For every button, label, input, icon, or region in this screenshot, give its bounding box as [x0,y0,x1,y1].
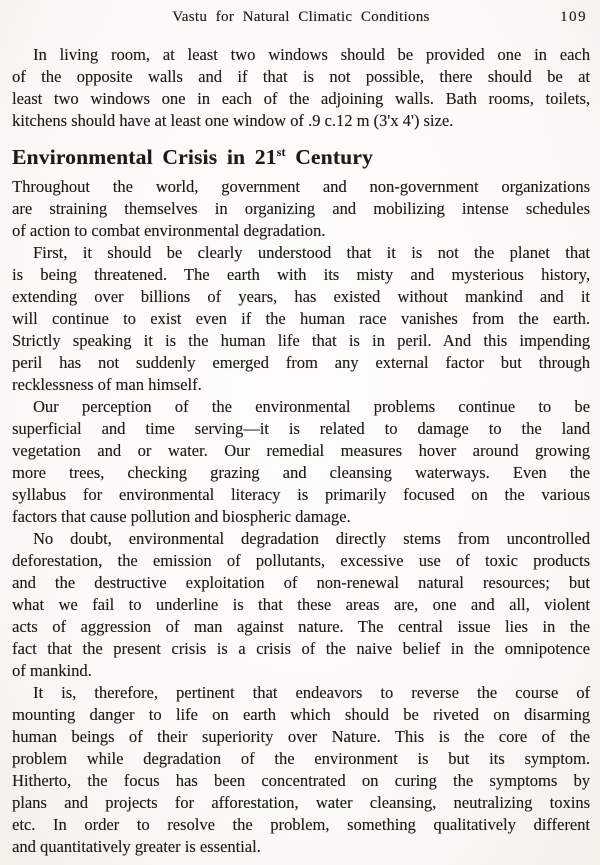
text-line: and the destructive exploitation of non-renewal natural resources; but [12,573,590,592]
text-line: are straining themselves in organizing and mobilizing intense schedules [12,199,590,218]
text-line: will continue to exist even if the human race vanishes from the earth. [12,309,590,328]
ordinal-superscript: st [276,144,286,159]
text-line: of mankind. [12,661,92,680]
text-line: superficial and time serving—it is related to damage to the land [12,419,590,438]
running-title: Vastu for Natural Climatic Conditions [172,9,430,25]
paragraph [12,682,590,858]
text-line: deforestation, the emission of pollutants, excessive use of toxic products [12,551,590,570]
text-line: recklessness of man himself. [12,375,202,394]
text-line: of action to combat environmental degradation. [12,221,326,240]
text-line: In living room, at least two windows should be provided one in each [33,45,590,64]
text-line: fact that the present crisis is a crisis of the naive belief in the omnipotence [12,639,590,658]
text-line: acts of aggression of man against nature. The central issue lies in the [12,617,590,636]
text-line: Our perception of the environmental problems continue to be [33,397,590,416]
paragraph [12,176,590,242]
text-line: peril has not suddenly emerged from any external factor but through [12,353,590,372]
text-line: kitchens should have at least one window of .9 c.12 m (3'x 4') size. [12,111,454,130]
paragraph [12,44,590,132]
intro-paragraphs [12,44,590,132]
text-line: First, it should be clearly understood that it is not the planet that [33,243,590,262]
section-heading-text-after: Century [285,145,374,169]
paragraph [12,242,590,396]
text-line: etc. In order to resolve the problem, something qualitatively different [12,815,590,834]
text-line: syllabus for environmental literacy is primarily focused on the various [12,485,590,504]
paragraph [12,528,590,682]
text-line: mounting danger to life on earth which should be riveted on disarming [12,705,590,724]
text-line: and quantitatively greater is essential. [12,837,261,856]
text-line: factors that cause pollution and biospheric damage. [12,507,351,526]
paragraph [12,396,590,528]
text-line: problem while degradation of the environment is but its symptom. [12,749,590,768]
text-line: No doubt, environmental degradation directly stems from uncontrolled [33,529,590,548]
text-line: Hitherto, the focus has been concentrated on curing the symptoms by [12,771,590,790]
text-line: is being threatened. The earth with its misty and mysterious history, [12,265,590,284]
text-line: plans and projects for afforestation, water cleansing, neutralizing toxins [12,793,590,812]
section-heading [12,144,590,170]
text-line: Throughout the world, government and non-government organizations [12,177,590,196]
text-line: Strictly speaking it is the human life that is in peril. And this impending [12,331,590,350]
section-paragraphs [12,176,590,858]
text-line: vegetation and or water. Our remedial measures hover around growing [12,441,590,460]
text-line: human beings of their superiority over Nature. This is the core of the [12,727,590,746]
page-header [12,7,590,27]
text-line: It is, therefore, pertinent that endeavors to reverse the course of [33,683,590,702]
text-line: of the opposite walls and if that is not possible, there should be at [12,67,590,86]
text-line: extending over billions of years, has existed without mankind and it [12,287,590,306]
text-line: more trees, checking grazing and cleansing waterways. Even the [12,463,590,482]
section-heading-text: Environmental Crisis in 21 [12,145,277,169]
text-line: what we fail to underline is that these areas are, one and all, violent [12,595,590,614]
page-number: 109 [560,9,587,25]
text-line: least two windows one in each of the adjoining walls. Bath rooms, toilets, [12,89,590,108]
